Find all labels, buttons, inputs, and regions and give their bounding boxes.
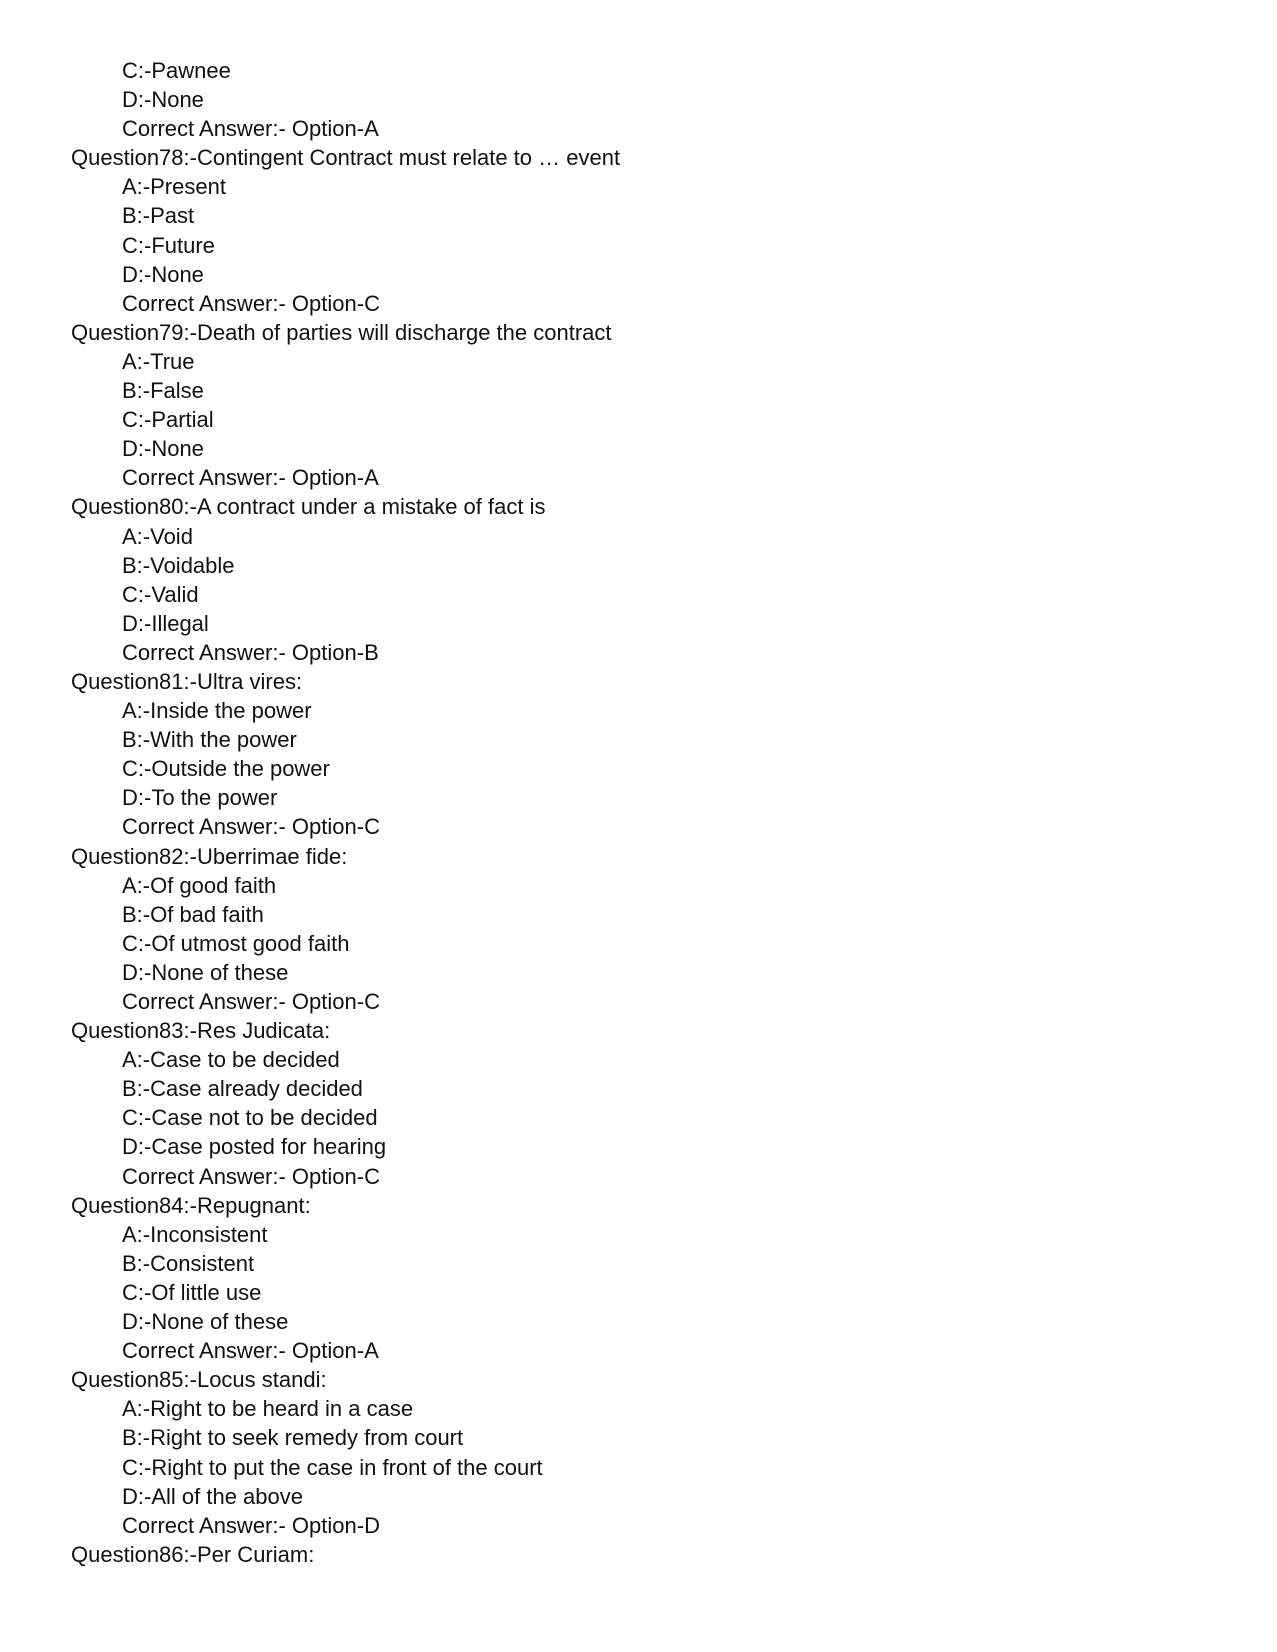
answer-line: Correct Answer:- Option-A <box>122 465 379 491</box>
answer-line: Correct Answer:- Option-B <box>122 639 379 665</box>
question-block-84 <box>0 1191 1277 1366</box>
option-line: A:-Case to be decided <box>122 1047 340 1073</box>
question-block-80 <box>0 492 1277 667</box>
answer-line: Correct Answer:- Option-C <box>122 989 380 1014</box>
option-line: C:-Of little use <box>122 1279 262 1305</box>
lead-block <box>0 56 1277 143</box>
option-line: D:-Case posted for hearing <box>122 1134 387 1160</box>
option-line: A:-Inconsistent <box>122 1221 268 1247</box>
answer-line: Correct Answer:- Option-A <box>122 1338 379 1364</box>
option-line: C:-Pawnee <box>122 58 231 83</box>
option-line: C:-Partial <box>122 407 214 433</box>
option-line: D:-None <box>122 261 204 287</box>
question-text: Question82:-Uberrimae fide: <box>71 843 348 869</box>
question-block-78 <box>0 143 1277 318</box>
option-line: B:-With the power <box>122 727 297 753</box>
option-line: A:-Void <box>122 523 193 549</box>
answer-line: Correct Answer:- Option-D <box>122 1512 380 1538</box>
option-line: D:-None of these <box>122 959 289 985</box>
option-line: B:-Of bad faith <box>122 901 264 927</box>
answer-line: Correct Answer:- Option-A <box>122 116 379 142</box>
option-line: D:-All of the above <box>122 1483 303 1509</box>
question-text: Question78:-Contingent Contract must relate to … event <box>71 145 621 171</box>
option-line: D:-To the power <box>122 785 278 811</box>
question-text: Question79:-Death of parties will discharge the contract <box>71 319 612 345</box>
document-page <box>0 56 1277 1569</box>
option-line: D:-None <box>122 87 204 113</box>
question-block-83 <box>0 1016 1277 1191</box>
question-block-86 <box>0 1540 1277 1569</box>
option-line: C:-Future <box>122 232 215 258</box>
option-line: C:-Case not to be decided <box>122 1105 378 1131</box>
question-text: Question84:-Repugnant: <box>71 1192 311 1218</box>
option-line: D:-None <box>122 436 204 462</box>
question-text: Question85:-Locus standi: <box>71 1367 327 1393</box>
option-line: D:-None of these <box>122 1309 289 1335</box>
answer-line: Correct Answer:- Option-C <box>122 290 380 316</box>
question-text: Question83:-Res Judicata: <box>71 1018 331 1044</box>
option-line: B:-Right to seek remedy from court <box>122 1425 464 1451</box>
option-line: A:-Inside the power <box>122 698 312 724</box>
option-line: C:-Right to put the case in front of the court <box>122 1454 543 1480</box>
option-line: B:-Past <box>122 203 195 229</box>
question-text: Question86:-Per Curiam: <box>71 1541 315 1567</box>
answer-line: Correct Answer:- Option-C <box>122 1163 380 1189</box>
option-line: B:-False <box>122 378 204 404</box>
option-line: A:-Right to be heard in a case <box>122 1396 414 1422</box>
question-block-82 <box>0 842 1277 1017</box>
option-line: C:-Of utmost good faith <box>122 930 350 956</box>
question-text: Question81:-Ultra vires: <box>71 668 303 694</box>
option-line: A:-True <box>122 348 195 374</box>
question-block-79 <box>0 318 1277 493</box>
option-line: B:-Consistent <box>122 1250 255 1276</box>
question-text: Question80:-A contract under a mistake of fact is <box>71 494 546 520</box>
option-line: D:-Illegal <box>122 610 209 636</box>
answer-line: Correct Answer:- Option-C <box>122 814 380 840</box>
option-line: A:-Present <box>122 174 226 200</box>
option-line: B:-Voidable <box>122 552 235 578</box>
question-block-85 <box>0 1365 1277 1540</box>
option-line: A:-Of good faith <box>122 872 277 898</box>
option-line: C:-Valid <box>122 581 199 607</box>
option-line: B:-Case already decided <box>122 1076 363 1102</box>
question-block-81 <box>0 667 1277 842</box>
option-line: C:-Outside the power <box>122 756 330 782</box>
